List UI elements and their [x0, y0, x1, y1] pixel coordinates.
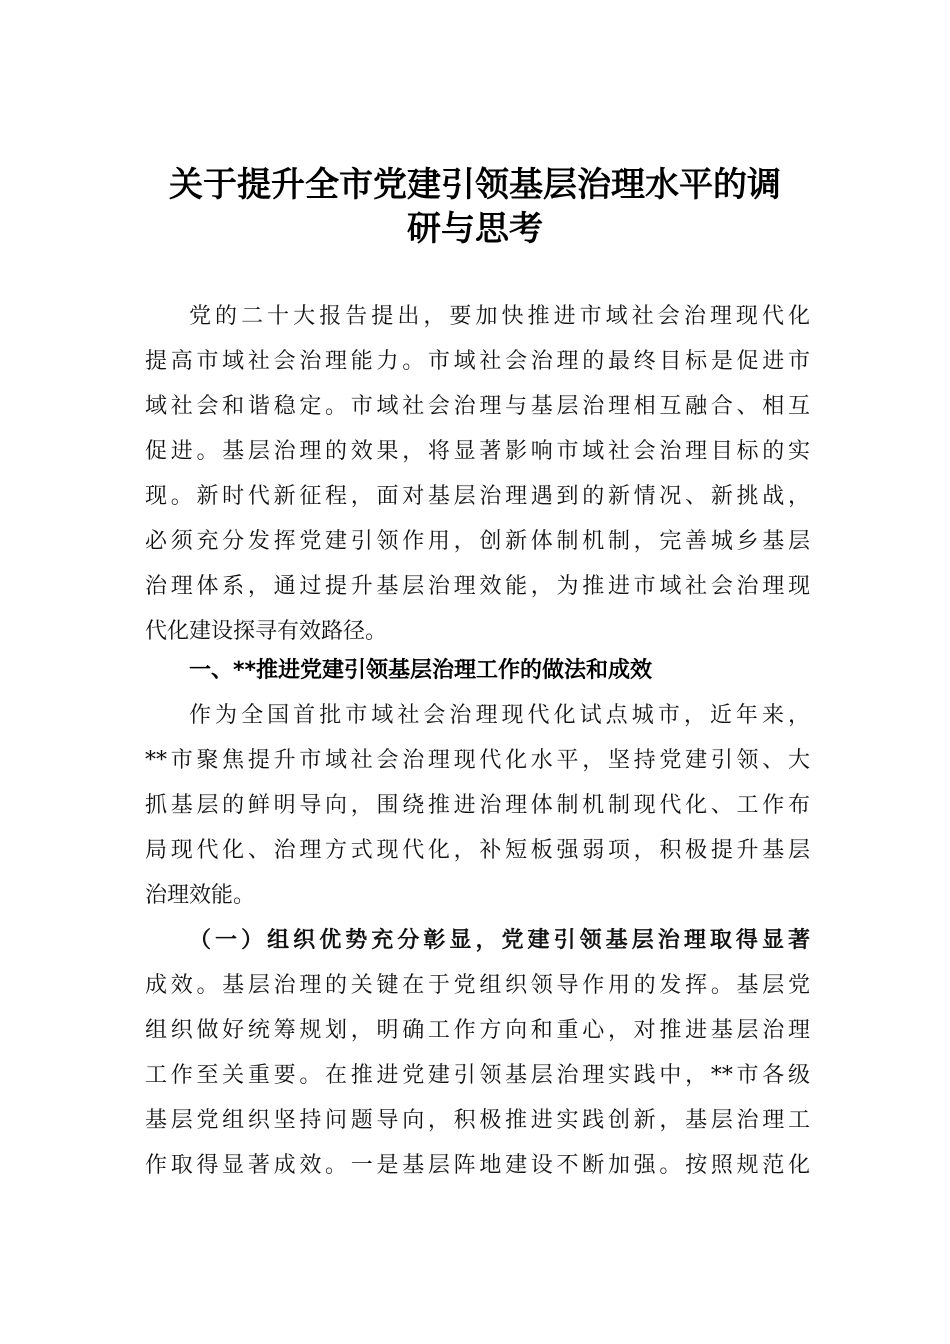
paragraph-line: 提高市域社会治理能力。市域社会治理的最终目标是促进市 — [145, 349, 810, 374]
paragraph-line: 工作至关重要。在推进党建引领基层治理实践中，**市各级 — [145, 1063, 810, 1088]
paragraph-line: **市聚焦提升市域社会治理现代化水平，坚持党建引领、大 — [145, 748, 810, 773]
paragraph-line: 抓基层的鲜明导向，围绕推进治理体制机制现代化、工作布 — [145, 793, 810, 818]
paragraph-line: 局现代化、治理方式现代化，补短板强弱项，积极提升基层 — [145, 838, 810, 863]
paragraph-line: 成效。基层治理的关键在于党组织领导作用的发挥。基层党 — [145, 973, 810, 998]
paragraph-line: 作为全国首批市域社会治理现代化试点城市，近年来， — [189, 703, 810, 728]
paragraph-line: 现。新时代新征程，面对基层治理遇到的新情况、新挑战， — [145, 484, 810, 509]
paragraph-line: 基层党组织坚持问题导向，积极推进实践创新，基层治理工 — [145, 1108, 810, 1133]
paragraph-line: 促进。基层治理的效果，将显著影响市域社会治理目标的实 — [145, 439, 810, 464]
paragraph-line: 代化建设探寻有效路径。 — [145, 619, 388, 644]
paragraph-line: 必须充分发挥党建引领作用，创新体制机制，完善城乡基层 — [145, 529, 810, 554]
paragraph-section-1 — [145, 693, 810, 918]
paragraph-line: 作取得显著成效。一是基层阵地建设不断加强。按照规范化 — [145, 1153, 810, 1178]
paragraph-intro — [145, 294, 810, 654]
paragraph-line: 治理效能。 — [145, 883, 256, 908]
document-title-line-2: 研与思考 — [407, 209, 543, 249]
paragraph-line: 党的二十大报告提出，要加快推进市域社会治理现代化 — [189, 304, 810, 329]
paragraph-line: 治理体系，通过提升基层治理效能，为推进市域社会治理现 — [145, 574, 810, 599]
paragraph-line: 组织做好统筹规划，明确工作方向和重心，对推进基层治理 — [145, 1018, 810, 1043]
paragraph-line: 域社会和谐稳定。市域社会治理与基层治理相互融合、相互 — [145, 394, 810, 419]
subsection-heading: （一）组织优势充分彰显，党建引领基层治理取得显著 — [189, 927, 810, 953]
section-heading-1: 一、**推进党建引领基层治理工作的做法和成效 — [189, 658, 653, 683]
paragraph-subsection-1 — [145, 918, 810, 1188]
document-title-line-1: 关于提升全市党建引领基层治理水平的调 — [169, 165, 781, 205]
